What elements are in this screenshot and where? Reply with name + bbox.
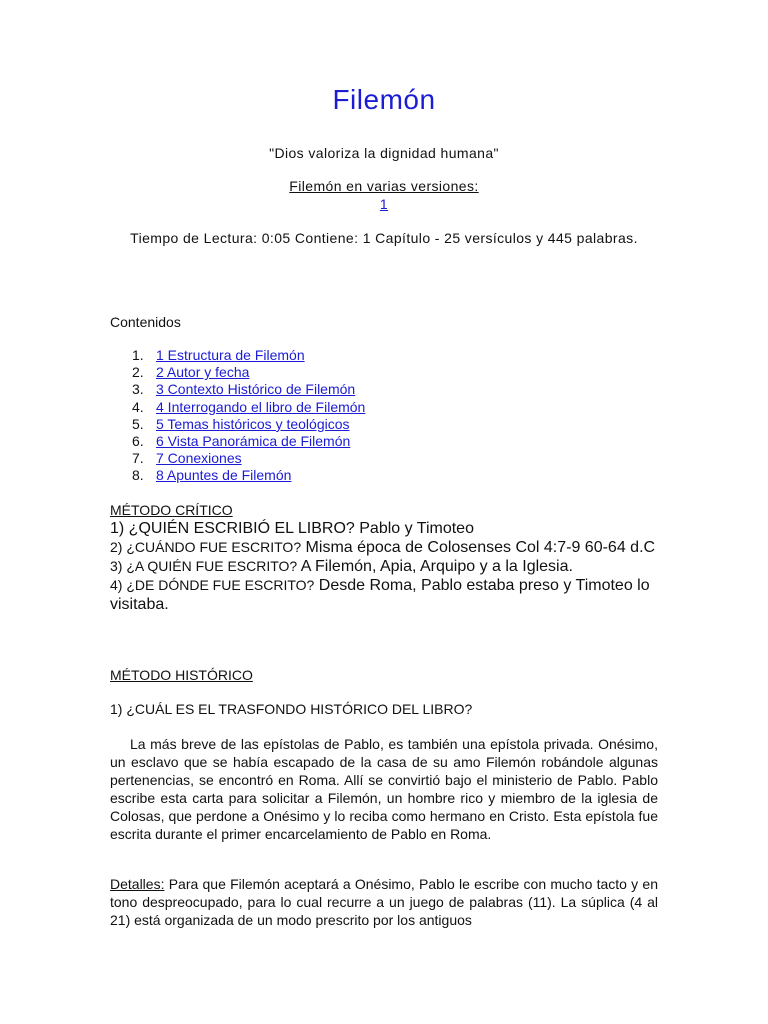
toc-link[interactable]: 5 Temas históricos y teológicos [156, 415, 350, 432]
toc-item: 5. 5 Temas históricos y teológicos [132, 415, 350, 432]
question-answer: A Filemón, Apia, Arquipo y a la Iglesia. [297, 558, 573, 575]
reading-info: Tiempo de Lectura: 0:05 Contiene: 1 Capítulo - 25 versículos y 445 palabras. [130, 230, 638, 246]
toc-link[interactable]: 6 Vista Panorámica de Filemón [156, 433, 351, 450]
version-link[interactable]: 1 [379, 196, 389, 212]
question-answer: Desde Roma, Pablo estaba preso y Timoteo lo visitaba. [110, 577, 650, 613]
historical-method-heading: MÉTODO HISTÓRICO [110, 667, 253, 683]
critical-method-heading: MÉTODO CRÍTICO [110, 502, 233, 518]
critical-question-4 [110, 576, 658, 614]
question-label: 4) ¿DE DÓNDE FUE ESCRITO? [110, 577, 315, 593]
critical-method-section [110, 502, 658, 614]
historical-paragraph: La más breve de las epístolas de Pablo, es también una epístola privada. Onésimo, un esclavo que se había escapado de la casa de su amo Filemón robándole algunas pertenencias, se encontró en Roma. Allí se convirtió bajo el ministerio de Pablo. Pablo escribe esta carta para solicitar a Filemón, un hombre rico y miembro de la iglesia de Colosas, que perdone a Onésimo y lo reciba como hermano en Cristo. Esta epístola fue escrita durante el primer encarcelamiento de Pablo en Roma. [110, 736, 658, 842]
versions-block [0, 177, 768, 213]
critical-question-1: 1) ¿QUIÉN ESCRIBIÓ EL LIBRO? Pablo y Timoteo [110, 520, 474, 537]
page-title: Filemón [332, 84, 436, 115]
question-answer: Misma época de Colosenses Col 4:7-9 60-64 d.C [301, 539, 656, 556]
toc-link[interactable]: 2 Autor y fecha [156, 364, 250, 381]
table-of-contents [132, 347, 365, 485]
toc-item: 8. 8 Apuntes de Filemón [132, 467, 292, 484]
toc-item: 3. 3 Contexto Histórico de Filemón [132, 381, 356, 398]
page-subtitle: "Dios valoriza la dignidad humana" [269, 145, 499, 161]
contents-heading: Contenidos [110, 314, 181, 330]
toc-item: 4. 4 Interrogando el libro de Filemón [132, 398, 366, 415]
toc-item: 6. 6 Vista Panorámica de Filemón [132, 433, 351, 450]
question-label: 3) ¿A QUIÉN FUE ESCRITO? [110, 558, 298, 574]
toc-link[interactable]: 8 Apuntes de Filemón [156, 467, 292, 484]
toc-item: 7. 7 Conexiones [132, 450, 242, 467]
toc-item: 2. 2 Autor y fecha [132, 364, 250, 381]
critical-question-2 [110, 538, 658, 557]
toc-link[interactable]: 1 Estructura de Filemón [156, 347, 305, 363]
toc-link[interactable]: 3 Contexto Histórico de Filemón [156, 381, 356, 398]
toc-link[interactable]: 7 Conexiones [156, 450, 242, 467]
toc-item: 1. 1 Estructura de Filemón [132, 347, 305, 363]
historical-method-section [110, 667, 658, 683]
question-label: 2) ¿CUÁNDO FUE ESCRITO? [110, 539, 302, 555]
toc-link[interactable]: 4 Interrogando el libro de Filemón [156, 398, 366, 415]
details-paragraph [110, 875, 658, 929]
critical-question-3 [110, 557, 658, 576]
historical-question-1: 1) ¿CUÁL ES EL TRASFONDO HISTÓRICO DEL LIBRO? [110, 701, 473, 717]
details-label: Detalles: [110, 876, 165, 892]
versions-label: Filemón en varias versiones: [289, 178, 479, 194]
details-text: Para que Filemón aceptará a Onésimo, Pablo le escribe con mucho tacto y en tono despreocupado, para lo cual recurre a un juego de palabras (11). La súplica (4 al 21) está organizada de un modo prescrito por los antiguos [110, 876, 658, 928]
